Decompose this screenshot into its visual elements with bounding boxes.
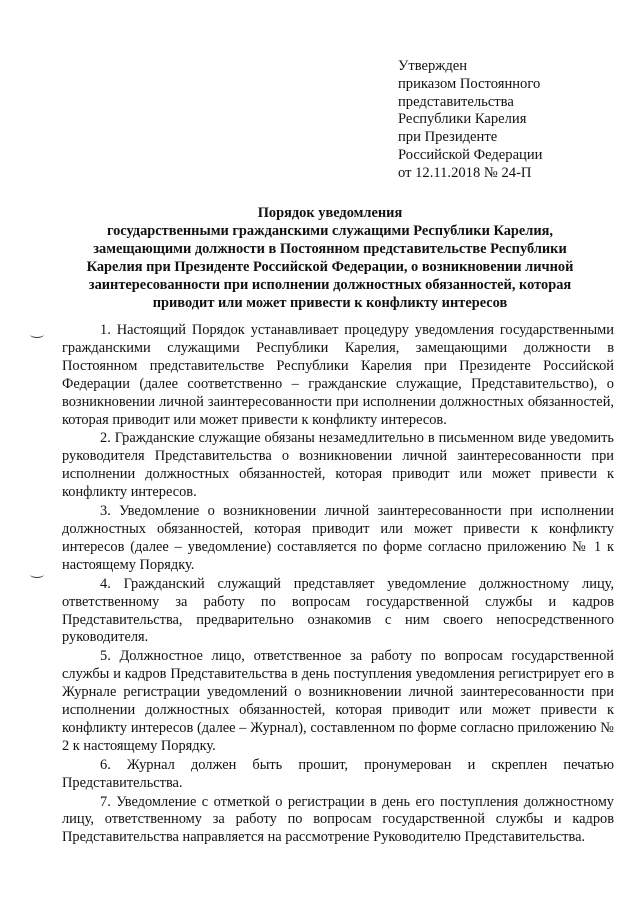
approval-line: представительства xyxy=(398,93,514,110)
title-line: Порядок уведомления xyxy=(257,205,403,221)
paragraph-4: 4. Гражданский служащий представляет уведомление должностному лицу, ответственному за работу по вопросам государственной службы и кадров Представительства, предварительно ознакомив с ним своего непосредственного руководителя. xyxy=(62,575,614,646)
paragraph-5: 5. Должностное лицо, ответственное за работу по вопросам государственной службы и кадров Представительства в день поступления уведомления регистрирует его в Журнале регистрации уведомлений о возникновении личной заинтересованности при исполнении должностных обязанностей, которая приводит или может привести к конфликту интересов (далее – Журнал), составленном по форме согласно приложению № 2 к настоящему Порядку. xyxy=(62,648,614,754)
paragraph-1: 1. Настоящий Порядок устанавливает процедуру уведомления государственными гражданскими служащими Республики Карелия, замещающими должности в Постоянном представительстве Республики Карелия при Президенте Российской Федерации (далее соответственно – гражданские служащие, Представительство), о возникновении личной заинтересованности при исполнении должностных обязанностей, которая приводит или может привести к конфликту интересов. xyxy=(62,322,614,428)
paragraph-7: 7. Уведомление с отметкой о регистрации в день его поступления должностному лицу, ответственному за работу по вопросам государственной службы и кадров Представительства направляется на рассмотрение Руководителю Представительства. xyxy=(62,793,614,846)
document-body xyxy=(62,322,614,847)
approval-line: при Президенте xyxy=(398,129,498,146)
document-title xyxy=(60,205,600,312)
title-line: государственными гражданскими служащими Республики Карелия, xyxy=(106,222,554,239)
approval-line: от 12.11.2018 № 24-П xyxy=(398,164,532,181)
approval-line: Утвержден xyxy=(398,58,468,74)
paragraph-2: 2. Гражданские служащие обязаны незамедлительно в письменном виде уведомить руководителя Представительства о возникновении личной заинтересованности при исполнении должностных обязанностей, которая приводит или может привести к конфликту интересов. xyxy=(62,430,614,501)
title-line: приводит или может привести к конфликту интересов xyxy=(152,294,508,311)
approval-line: Российской Федерации xyxy=(398,146,543,163)
title-line: замещающими должности в Постоянном представительстве Республики xyxy=(93,240,567,257)
approval-line: Республики Карелия xyxy=(398,111,527,128)
title-line: заинтересованности при исполнении должностных обязанностей, которая xyxy=(88,276,572,293)
paragraph-3: 3. Уведомление о возникновении личной заинтересованности при исполнении должностных обязанностей, которая приводит или может привести к конфликту интересов (далее – уведомление) составляется по форме согласно приложению № 1 к настоящему Порядку. xyxy=(62,503,614,573)
approval-line: приказом Постоянного xyxy=(398,75,541,92)
approval-stamp-block xyxy=(398,58,618,183)
paragraph-6: 6. Журнал должен быть прошит, пронумерован и скреплен печатью Представительства. xyxy=(62,756,614,791)
punch-hole-mark xyxy=(30,331,44,338)
title-line: Карелия при Президенте Российской Федерации, о возникновении личной xyxy=(86,258,574,275)
punch-hole-mark xyxy=(30,571,44,578)
